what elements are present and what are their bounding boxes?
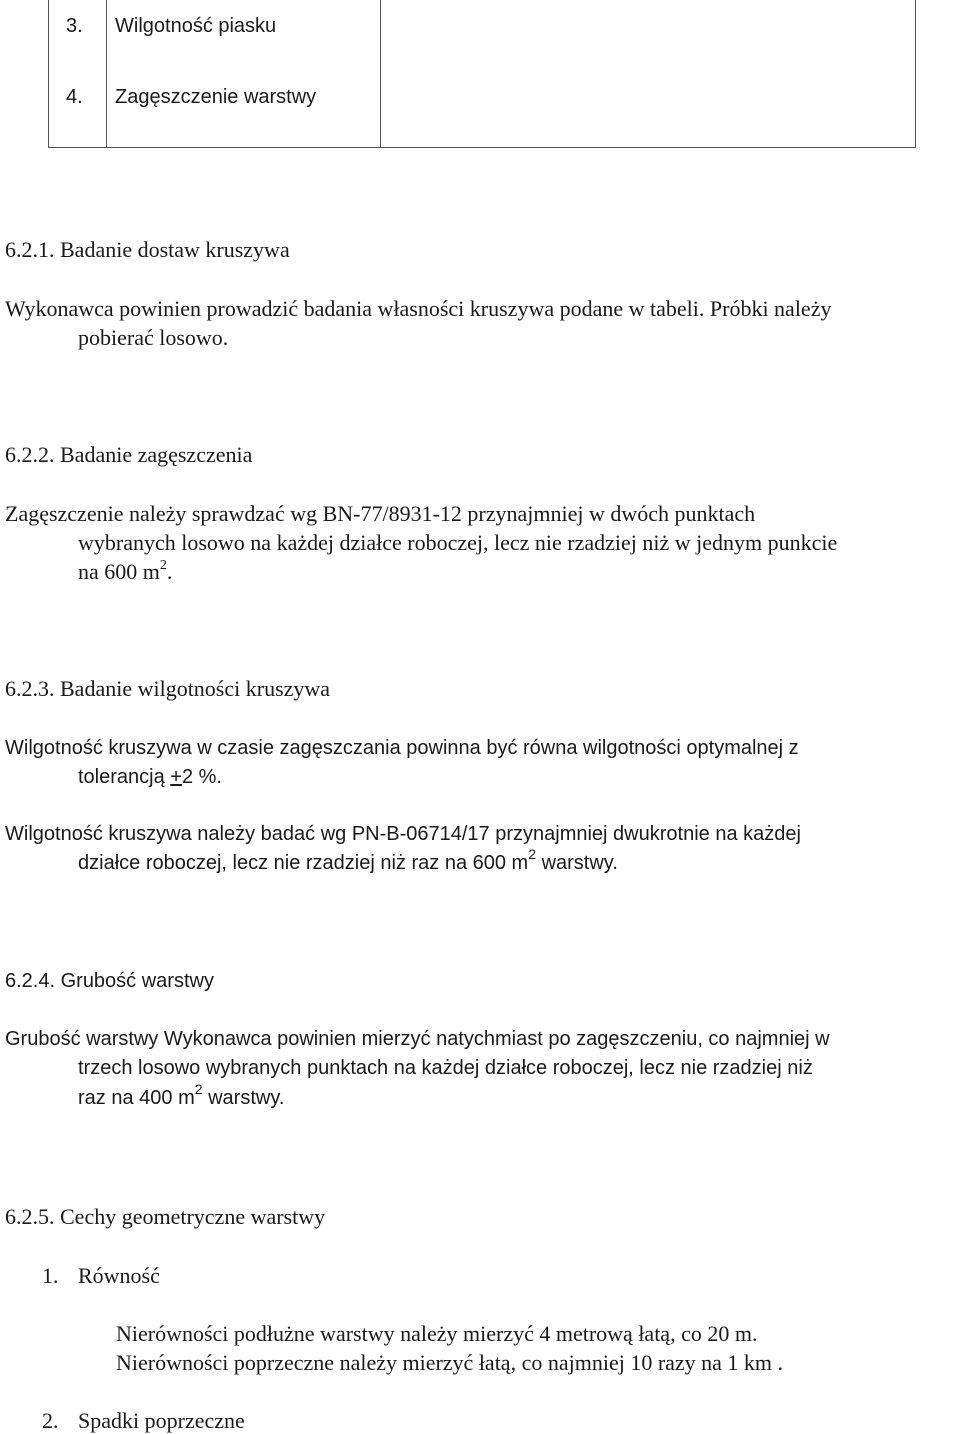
table-border-right [915, 0, 916, 148]
table-border-col2 [380, 0, 381, 148]
table-border-col1 [106, 0, 107, 148]
table-row-4-text: Zagęszczenie warstwy [115, 86, 317, 108]
table-row-3-num: 3. [66, 15, 83, 37]
section-623-p1-line2: tolerancją +2 %. [78, 766, 222, 788]
list-item-2-num: 2. [42, 1408, 59, 1433]
section-621-para-line2: pobierać losowo. [78, 325, 229, 350]
table-row-4-num: 4. [66, 86, 83, 108]
list-item-1-num: 1. [42, 1263, 59, 1288]
section-624-para-line2: trzech losowo wybranych punktach na każdej działce roboczej, lecz nie rzadziej niż [78, 1057, 813, 1079]
section-622-para-line3: na 600 $m^2$. [78, 557, 173, 584]
section-623-p1-line1: Wilgotność kruszywa w czasie zagęszczania powinna być równa wilgotności optymalnej z [5, 737, 799, 759]
section-623-p2-line1: Wilgotność kruszywa należy badać wg PN-B-06714/17 przynajmniej dwukrotnie na każdej [5, 823, 801, 845]
section-621-para-line1: Wykonawca powinien prowadzić badania własności kruszywa podane w tabeli. Próbki należy [5, 296, 832, 321]
section-624-para-line3: raz na 400 $m^2$ warstwy. [78, 1081, 285, 1109]
table-border-bottom [48, 147, 916, 148]
section-622-para-line2: wybranych losowo na każdej działce roboczej, lecz nie rzadziej niż w jednym punkcie [78, 530, 838, 555]
section-622-heading: 6.2.2. Badanie zagęszczenia [5, 442, 253, 467]
list-item-2-label: Spadki poprzeczne [78, 1408, 245, 1433]
section-625-heading: 6.2.5. Cechy geometryczne warstwy [5, 1204, 326, 1229]
section-621-heading: 6.2.1. Badanie dostaw kruszywa [5, 237, 290, 262]
section-623-p2-line2: działce roboczej, lecz nie rzadziej niż raz na 600 $m^2$ warstwy. [78, 846, 618, 874]
section-623-heading: 6.2.3. Badanie wilgotności kruszywa [5, 676, 331, 701]
list-item-1-label: Równość [78, 1263, 160, 1288]
section-624-heading: 6.2.4. Grubość warstwy [5, 970, 214, 992]
table-border-left [48, 0, 49, 148]
list-item-1-line2: Nierówności poprzeczne należy mierzyć łatą, co najmniej 10 razy na 1 km . [116, 1350, 784, 1375]
table-row-3-text: Wilgotność piasku [115, 15, 277, 37]
list-item-1-line1: Nierówności podłużne warstwy należy mierzyć 4 metrową łatą, co 20 m. [116, 1321, 758, 1346]
section-622-para-line1: Zagęszczenie należy sprawdzać wg BN-77/8931-12 przynajmniej w dwóch punktach [5, 501, 756, 526]
section-624-para-line1: Grubość warstwy Wykonawca powinien mierzyć natychmiast po zagęszczeniu, co najmniej w [5, 1028, 830, 1050]
